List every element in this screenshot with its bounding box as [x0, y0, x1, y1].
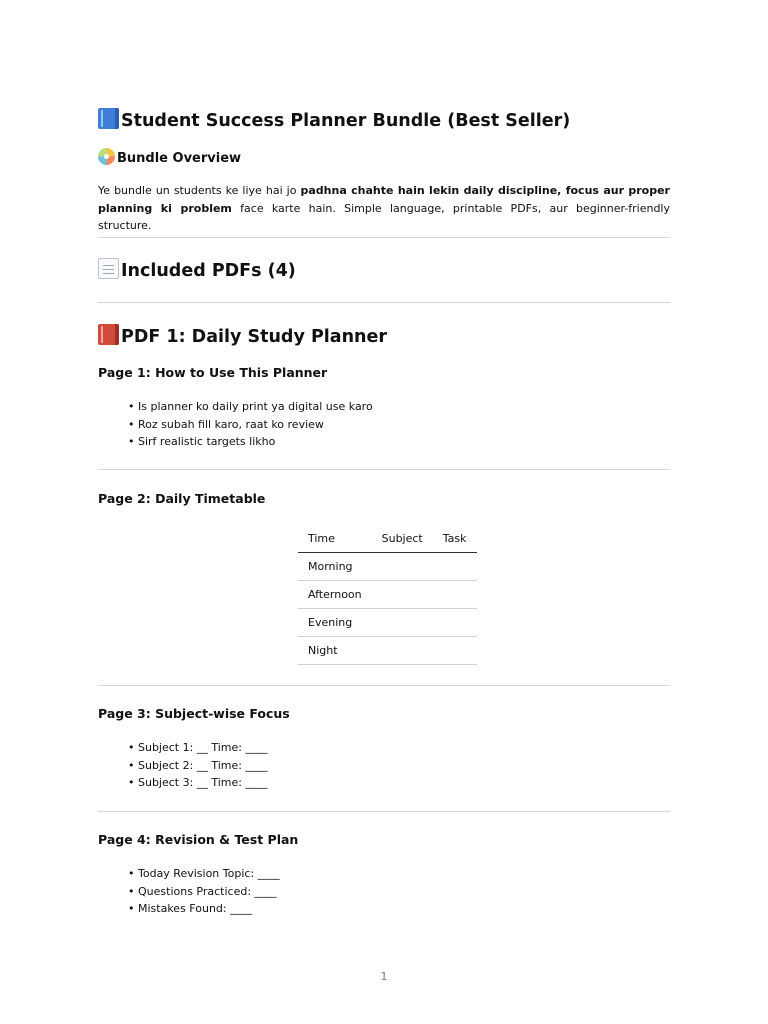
red-book-icon: [98, 324, 119, 345]
table-row: [298, 581, 477, 609]
table-row: [298, 609, 477, 637]
divider: [98, 685, 670, 686]
list-item: • Mistakes Found: ____: [128, 900, 280, 918]
page2-heading: Page 2: Daily Timetable: [98, 491, 266, 506]
table-cell: [372, 581, 433, 609]
table-row: [298, 637, 477, 665]
divider: [98, 302, 670, 303]
table-cell: [372, 637, 433, 665]
column-header: Subject: [372, 526, 433, 553]
bundle-overview-heading: Bundle Overview: [98, 148, 241, 166]
page3-list: [128, 739, 267, 792]
list-item: • Subject 3: __ Time: ____: [128, 774, 267, 792]
table-cell: Night: [298, 637, 372, 665]
list-item: • Is planner ko daily print ya digital use karo: [128, 398, 373, 416]
bundle-overview-text: Ye bundle un students ke liye hai jo padhna chahte hain lekin daily discipline, focus aur proper planning ki problem face karte hain. Simple language, printable PDFs, aur beginner-friendly structure.: [98, 184, 670, 232]
list-item: • Subject 2: __ Time: ____: [128, 757, 267, 775]
list-item: • Roz subah fill karo, raat ko review: [128, 416, 373, 434]
included-pdfs-heading: Included PDFs (4): [98, 258, 296, 281]
page3-heading: Page 3: Subject-wise Focus: [98, 706, 290, 721]
daily-timetable: [298, 526, 477, 665]
table-header-row: [298, 526, 477, 553]
page4-heading: Page 4: Revision & Test Plan: [98, 832, 299, 847]
column-header: Task: [433, 526, 477, 553]
table-row: [298, 553, 477, 581]
pdf1-heading: PDF 1: Daily Study Planner: [98, 324, 387, 347]
list-item: • Questions Practiced: ____: [128, 883, 280, 901]
list-item: • Today Revision Topic: ____: [128, 865, 280, 883]
table-cell: [372, 553, 433, 581]
column-header: Time: [298, 526, 372, 553]
divider: [98, 811, 670, 812]
blue-book-icon: [98, 108, 119, 129]
list-item: • Subject 1: __ Time: ____: [128, 739, 267, 757]
table-cell: Evening: [298, 609, 372, 637]
page1-heading: Page 1: How to Use This Planner: [98, 365, 328, 380]
table-cell: [433, 581, 477, 609]
list-item: • Sirf realistic targets likho: [128, 433, 373, 451]
page-number: 1: [380, 970, 388, 983]
table-cell: [433, 553, 477, 581]
table-cell: [433, 637, 477, 665]
page-icon: [98, 258, 119, 279]
table-cell: [433, 609, 477, 637]
divider: [98, 237, 670, 238]
page4-list: [128, 865, 280, 918]
table-cell: Morning: [298, 553, 372, 581]
divider: [98, 469, 670, 470]
document-title: Student Success Planner Bundle (Best Seller): [98, 108, 570, 131]
disc-icon: [98, 148, 115, 165]
page1-list: [128, 398, 373, 451]
table-cell: Afternoon: [298, 581, 372, 609]
table-cell: [372, 609, 433, 637]
